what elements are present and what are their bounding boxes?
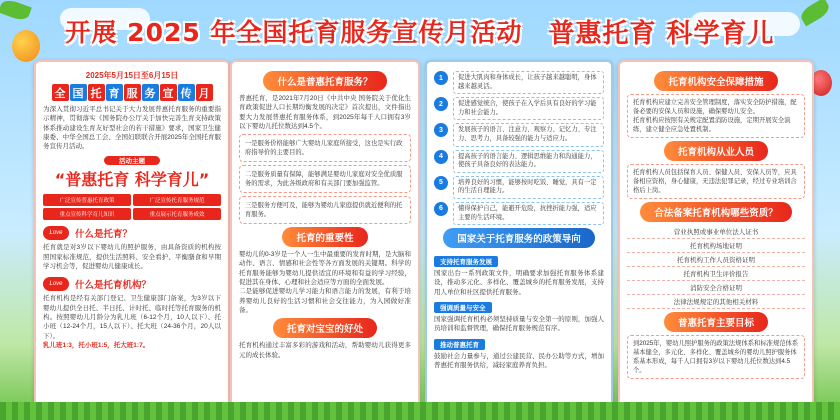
info-box: [627, 94, 805, 138]
info-box: [627, 335, 805, 379]
safety-panel: [618, 60, 814, 408]
number-badge: 6: [434, 202, 448, 216]
activity-slogan: “普惠托育 科学育儿”: [54, 170, 210, 190]
info-box: [627, 164, 805, 199]
chip: 国: [70, 84, 87, 101]
qualification-item: 托育机构场地证明: [627, 239, 805, 253]
section-title: 普惠托育主要目标: [664, 312, 768, 332]
question-text: 托育就是对3岁以下婴幼儿的照护服务，由具备资质的机构按照国家标准规范，提供生活照料、安全看护、平衡膳食和早期学习机会等，促进婴幼儿健康成长。: [43, 244, 221, 271]
benefit-item: [434, 97, 604, 120]
chip: 全: [52, 84, 69, 101]
feature-box: 三是服务方便可及，能够为婴幼儿家庭提供就近便利的托育服务。: [239, 196, 411, 224]
universal-care-panel: [230, 60, 420, 408]
section-title: 什么是普惠托育服务？: [263, 71, 386, 91]
qualification-item: 托育机构卫生评价报告: [627, 267, 805, 281]
love-heart-icon: Love: [43, 277, 69, 291]
qualification-item: 消防安全合格证明: [627, 281, 805, 295]
number-badge: 1: [434, 71, 448, 85]
benefit-text: 懂得保护自己，能避开危险，抗挫折能力强，适应主要的生活环境。: [453, 202, 604, 225]
activity-item: 重点展示托育服务成效: [133, 208, 221, 220]
section-banner: [239, 72, 411, 90]
section-text: 婴幼儿的0-3岁是一个人一生中最重要的发育时期，是大脑和动作、语言、情感和社会性等各方面发展的关键期。科学的托育服务能够为婴幼儿提供适宜的环境和有益的学习经验，促进其在身体、心理和社会适应等方面的全面发展。: [239, 251, 411, 287]
number-badge: 5: [434, 176, 448, 190]
benefit-item: [434, 123, 604, 146]
grass-decoration: [0, 402, 840, 420]
question-title: 什么是托育？: [75, 229, 133, 241]
info-text: 托育机构应按照有关规定配置消防设施，定期开展安全演练，建立健全应急处置机制。: [633, 117, 791, 133]
section-banner: [627, 142, 805, 160]
number-badge: 2: [434, 97, 448, 111]
section-banner: [434, 229, 604, 247]
chip: 服: [124, 84, 141, 101]
benefit-text: 提高孩子的语言能力、逻辑思维能力和沟通能力，使孩子具备良好的表达能力。: [453, 150, 604, 173]
benefit-item: [434, 202, 604, 225]
info-text: 到2025年，婴幼儿照护服务的政策法规体系和标准规范体系基本健全，多元化、多样化、覆盖城乡的婴幼儿照护服务体系基本形成，每千人口拥有3岁以下婴幼儿托位数达到4.5个。: [633, 340, 799, 374]
activity-item: 广泛宣传普惠托育政策: [43, 194, 131, 206]
page-slogan: 普惠托育 科学育儿: [548, 18, 775, 49]
header: [0, 0, 840, 62]
section-title: 国家关于托育服务的政策导向: [443, 228, 595, 248]
section-text: 二是能够促进婴幼儿学习能力和语言能力的发展，有利于培养婴幼儿良好的生活习惯和社会交往能力，为入园做好准备。: [239, 288, 411, 314]
benefit-text: 培养良好的习惯，能够按时吃饭、睡觉，具有一定的生活自理能力。: [453, 176, 604, 199]
policy-tag: 支持托育服务发展: [434, 256, 498, 267]
chip: 育: [106, 84, 123, 101]
section-title: 托育机构安全保障措施: [654, 71, 777, 91]
page-title: 开展 2025 年全国托育服务宣传月活动: [65, 18, 523, 47]
section-banner: [239, 319, 411, 337]
question-heading: [43, 226, 221, 240]
chip: 传: [178, 84, 195, 101]
intro-panel: [34, 60, 230, 408]
number-badge: 4: [434, 150, 448, 164]
date-range: 2025年5月15日至6月15日: [85, 71, 179, 80]
section-banner: [627, 203, 805, 221]
benefit-text: 促进感觉统合，使孩子在入学后具有良好的学习能力和社会能力。: [453, 97, 604, 120]
section-title: 托育的重要性: [282, 227, 367, 247]
policy-text: 鼓励社会力量参与，通过公建民营、民办公助等方式，增加普惠托育服务供给，减轻家庭养育负担。: [434, 352, 604, 369]
qualification-list: [627, 225, 805, 309]
activity-grid: [43, 194, 221, 220]
feature-box: 一是服务价格能够广大婴幼儿家庭所接受，这也是实行政府指导价的主要目的。: [239, 134, 411, 162]
benefit-item: [434, 71, 604, 94]
section-text: 普惠托育，是2021年7月20日《中共中央 国务院关于优化生育政策促进人口长期均衡发展的决定》首次提出，文件指出要大力发展普惠托育服务体系，到2025年每千人口拥有3岁以下婴幼儿托位数达到4.5个。: [239, 95, 411, 130]
qualification-item: 营业执照或事业单位法人证书: [627, 225, 805, 239]
policy-text: 国家强调托育机构必须坚持质量与安全第一的原则，加强人员培训和监督管理，确保托育服务规范有序。: [434, 316, 604, 333]
benefit-text: 促进大肌肉和身体成长，让孩子越来越聪明，身体越来越灵活。: [453, 71, 604, 94]
feature-box: 二是服务质量有保障，能够满足婴幼儿家庭对安全优质服务的需求，为此各级政府和有关部门要加强监管。: [239, 165, 411, 193]
policy-text: 国家出台一系列政策文件，明确要求加强托育服务体系建设，推动多元化、多样化、覆盖城乡的托育服务发展，支持用人单位和社区提供托育服务。: [434, 270, 604, 296]
policy-tag: 强调质量与安全: [434, 302, 492, 313]
benefit-item: [434, 150, 604, 173]
love-heart-icon: Love: [43, 226, 69, 240]
section-text: 托育机构通过丰富多彩的游戏和活动，帮助婴幼儿获得更多元的成长体验。: [239, 342, 411, 359]
benefit-text: 发展孩子的语言、注意力、观察力、记忆力、专注力、思考力，具备较强的能力与适应力。: [453, 123, 604, 146]
section-title: 托育机构从业人员: [664, 141, 768, 161]
campaign-chips: [43, 84, 221, 101]
policy-tag: 推动普惠托育: [434, 339, 485, 350]
section-banner: [239, 228, 411, 246]
section-banner: [627, 313, 805, 331]
activity-item: 广泛宣传托育服务规范: [133, 194, 221, 206]
info-text: 托育机构人员包括保育人员、保健人员、安保人员等，应具备相应资格，身心健康，无违法犯罪记录，经过专业培训合格后上岗。: [633, 169, 797, 194]
question-heading: [43, 277, 221, 291]
chip: 托: [88, 84, 105, 101]
question-title: 什么是托育机构？: [75, 280, 152, 292]
benefits-policy-panel: [425, 60, 613, 408]
number-badge: 3: [434, 123, 448, 137]
chip: 月: [196, 84, 213, 101]
qualification-item: 法律法规规定的其他相关材料: [627, 295, 805, 309]
question-text: 托育机构是经有关部门登记、卫生健康部门备案，为3岁以下婴幼儿提供全日托、半日托、计时托、临时托等托育服务的机构。按照婴幼儿月龄分为乳儿班（6-12个月，10人以下）、托小班（12-24个月，15人以下）、托大班（24-36个月，20人以下）。: [43, 295, 221, 340]
activity-badge: 活动主题: [104, 156, 160, 165]
intro-text: 为深入贯彻习近平总书记关于大力发展普惠托育服务的重要指示精神，贯彻落实《国务院办公厅关于加快完善生育支持政策体系推动建设生育友好型社会的若干措施》要求，国家卫生健康委、中华全国总工会、全国妇联联合开展2025年全国托育服务宣传月活动。: [43, 106, 221, 151]
section-title: 托育对宝宝的好处: [273, 318, 377, 338]
benefit-item: [434, 176, 604, 199]
section-banner: [627, 72, 805, 90]
section-title: 合法备案托育机构哪些资质？: [640, 202, 792, 222]
info-text: 托育机构应建立完善安全管理制度，落实安全防护措施，配备必要的安保人员和设施，确保婴幼儿安全。: [633, 99, 797, 115]
chip: 宣: [160, 84, 177, 101]
activity-item: 重点宣传科学育儿知识: [43, 208, 131, 220]
ratio-text: 乳儿班1:3，托小班1:5，托大班1:7。: [43, 341, 150, 349]
chip: 务: [142, 84, 159, 101]
qualification-item: 托育机构工作人员资格证明: [627, 253, 805, 267]
